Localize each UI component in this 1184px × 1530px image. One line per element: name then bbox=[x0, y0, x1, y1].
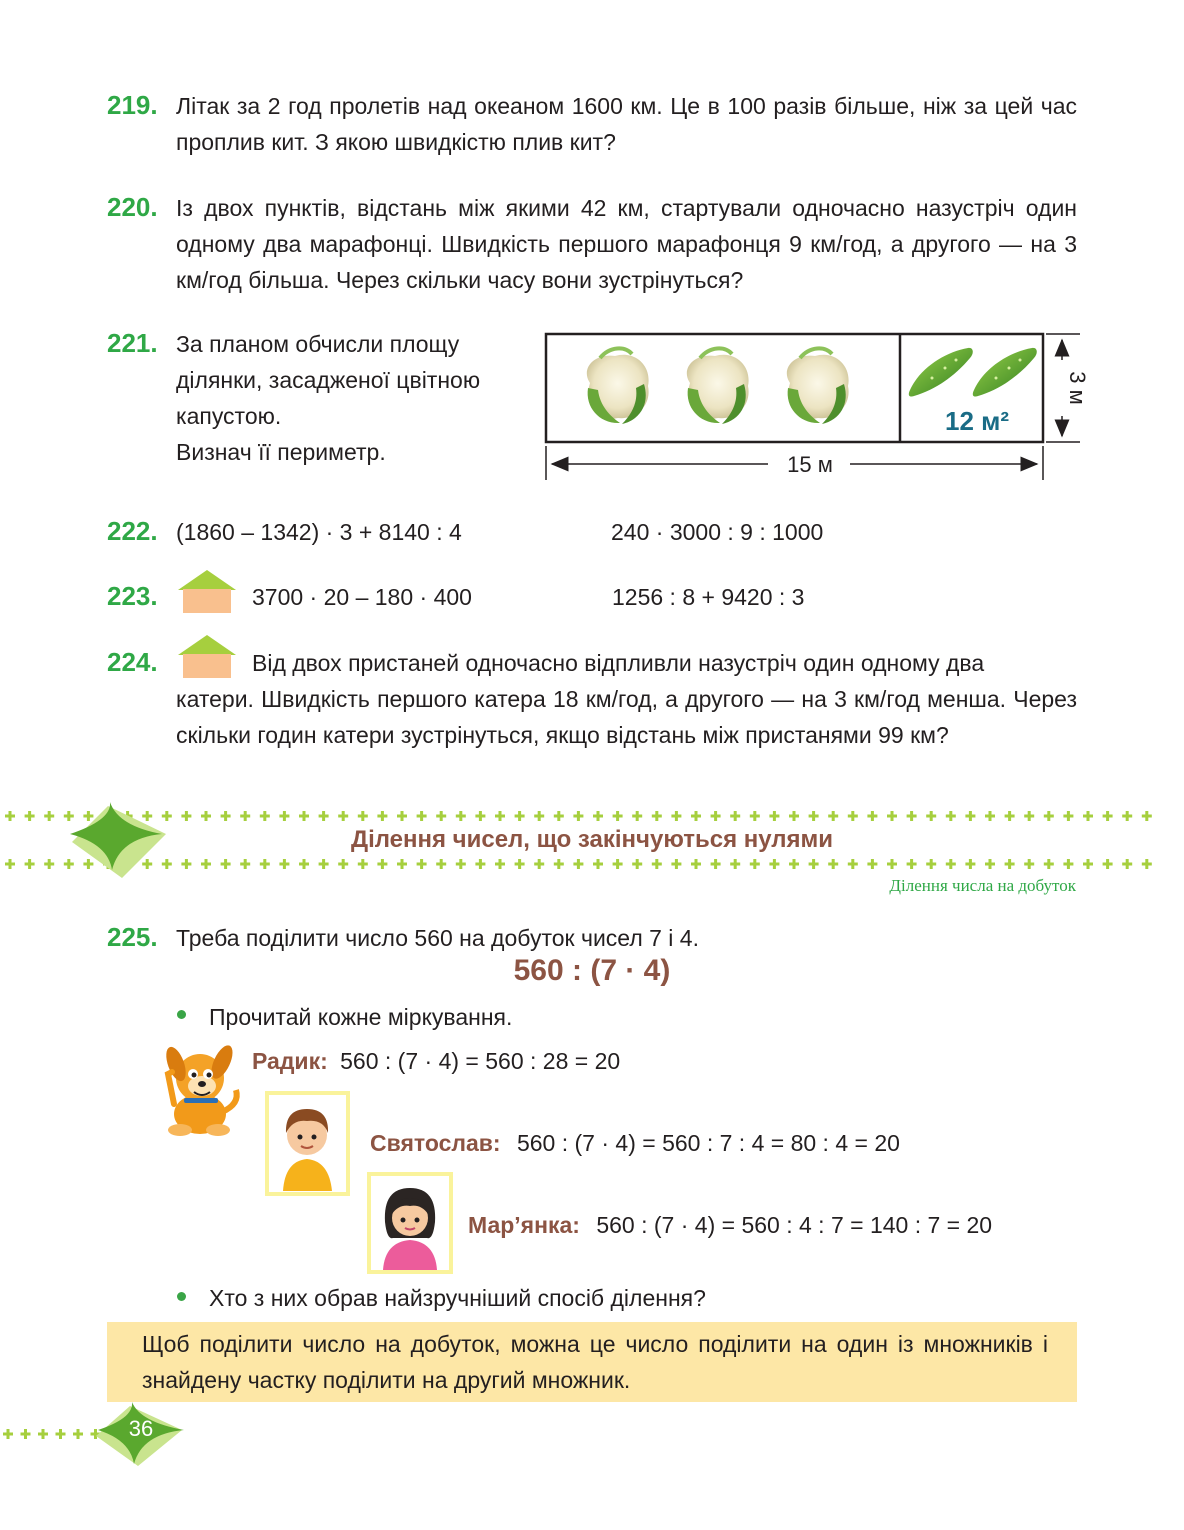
plus-decoration bbox=[263, 859, 266, 869]
problem-number-223: 223. bbox=[107, 581, 158, 611]
plus-decoration bbox=[87, 811, 90, 821]
plus-decoration bbox=[577, 859, 580, 869]
plus-decoration bbox=[1008, 859, 1011, 869]
plus-decoration bbox=[381, 859, 384, 869]
plus-decoration bbox=[518, 859, 521, 869]
plus-decoration bbox=[773, 811, 776, 821]
problem-number-220: 220. bbox=[107, 192, 158, 222]
plus-decoration bbox=[1067, 859, 1070, 869]
plus-decoration bbox=[361, 859, 364, 869]
marianka-expression: 560 : (7 · 4) = 560 : 4 : 7 = 140 : 7 = 20 bbox=[596, 1212, 993, 1238]
plus-decoration bbox=[87, 859, 90, 869]
page-number-decoration bbox=[0, 1398, 200, 1470]
plus-decoration bbox=[636, 859, 639, 869]
plus-decoration bbox=[616, 859, 619, 869]
rule-box bbox=[107, 1322, 1077, 1402]
marianka-portrait bbox=[367, 1172, 453, 1274]
plus-decoration bbox=[714, 859, 717, 869]
plus-decoration bbox=[557, 859, 560, 869]
plus-decoration bbox=[557, 811, 560, 821]
problem-text-225: Треба поділити число 560 на добуток чисел 7 і 4. bbox=[176, 925, 699, 951]
plus-decoration bbox=[244, 811, 247, 821]
plus-decoration bbox=[48, 859, 51, 869]
radyk-solution bbox=[252, 1046, 620, 1076]
plus-decoration bbox=[695, 859, 698, 869]
plus-decoration bbox=[283, 859, 286, 869]
section-subtitle: Ділення числа на добуток bbox=[889, 876, 1076, 895]
problem-number-224: 224. bbox=[107, 647, 158, 677]
plus-decoration bbox=[989, 859, 992, 869]
plus-decoration bbox=[793, 859, 796, 869]
plus-decoration bbox=[59, 1429, 62, 1439]
plus-decoration bbox=[401, 859, 404, 869]
plus-decoration bbox=[891, 811, 894, 821]
plus-decoration bbox=[499, 811, 502, 821]
plus-decoration bbox=[1087, 811, 1090, 821]
plus-decoration bbox=[1106, 859, 1109, 869]
plus-decoration bbox=[28, 811, 31, 821]
plus-decoration bbox=[695, 811, 698, 821]
plus-decoration bbox=[440, 811, 443, 821]
plus-decoration bbox=[1106, 811, 1109, 821]
plus-decoration bbox=[283, 811, 286, 821]
problem-text-224: катери. Швидкість першого катера 18 км/год, а другого — на 3 км/год менша. Через скільки годин катери зустрінуться, якщо відстань між пристанями 99 км? bbox=[176, 686, 1077, 748]
problem-221-line-1: За планом обчисли площу bbox=[176, 331, 460, 357]
plus-decoration bbox=[597, 859, 600, 869]
plus-decoration bbox=[655, 811, 658, 821]
height-label: 3 м bbox=[1065, 371, 1090, 405]
plus-decoration bbox=[263, 811, 266, 821]
plus-decoration bbox=[67, 811, 70, 821]
plus-decoration bbox=[28, 859, 31, 869]
plus-decoration bbox=[655, 859, 658, 869]
plus-decoration bbox=[342, 811, 345, 821]
plus-decoration bbox=[871, 811, 874, 821]
problem-221-line-3: капустою. bbox=[176, 403, 282, 429]
plus-decoration bbox=[185, 811, 188, 821]
plus-decoration bbox=[1008, 811, 1011, 821]
plus-decoration bbox=[1126, 859, 1129, 869]
plus-decoration bbox=[949, 859, 952, 869]
plus-decoration bbox=[205, 859, 208, 869]
plus-decoration bbox=[165, 811, 168, 821]
bullet-point bbox=[177, 1010, 186, 1019]
plus-decoration bbox=[361, 811, 364, 821]
plus-decoration bbox=[675, 859, 678, 869]
plus-decoration bbox=[597, 811, 600, 821]
problem-text-221 bbox=[176, 326, 480, 470]
plus-decoration bbox=[753, 859, 756, 869]
plus-decoration bbox=[734, 811, 737, 821]
plus-decoration bbox=[753, 811, 756, 821]
plus-decoration bbox=[67, 859, 70, 869]
plus-decoration bbox=[42, 1429, 45, 1439]
plus-decoration bbox=[224, 811, 227, 821]
plus-decoration bbox=[734, 859, 737, 869]
radyk-expression: 560 : (7 · 4) = 560 : 28 = 20 bbox=[340, 1048, 621, 1074]
plus-decoration bbox=[459, 811, 462, 821]
rule-text: Щоб поділити число на добуток, можна це число поділити на один із множників і знайдену частку поділити на другий множник. bbox=[142, 1331, 1048, 1393]
plus-decoration bbox=[636, 811, 639, 821]
plus-decoration bbox=[381, 811, 384, 821]
plus-decoration bbox=[949, 811, 952, 821]
problem-222-expression-2: 240 · 3000 : 9 : 1000 bbox=[611, 519, 824, 545]
bullet-text-read: Прочитай кожне міркування. bbox=[209, 1004, 513, 1030]
problem-number-222: 222. bbox=[107, 516, 158, 546]
plus-decoration bbox=[440, 859, 443, 869]
plus-decoration bbox=[77, 1429, 80, 1439]
section-title: Ділення чисел, що закінчуються нулями bbox=[350, 826, 834, 853]
plus-decoration bbox=[146, 859, 149, 869]
garden-plan-diagram bbox=[540, 328, 1090, 480]
plus-decoration bbox=[1047, 859, 1050, 869]
plus-decoration bbox=[518, 811, 521, 821]
problem-224-first-line: Від двох пристаней одночасно відпливли назустріч один одному два bbox=[252, 650, 985, 676]
plus-decoration bbox=[1028, 811, 1031, 821]
plus-decoration bbox=[420, 811, 423, 821]
plus-decoration bbox=[538, 811, 541, 821]
plus-decoration bbox=[7, 1429, 10, 1439]
plus-decoration bbox=[479, 859, 482, 869]
plus-decoration bbox=[1126, 811, 1129, 821]
plus-decoration bbox=[185, 859, 188, 869]
plus-decoration bbox=[812, 859, 815, 869]
plus-decoration bbox=[1067, 811, 1070, 821]
sviatoslav-solution bbox=[370, 1128, 900, 1158]
main-expression: 560 : (7 · 4) bbox=[513, 954, 671, 987]
plus-decoration bbox=[969, 859, 972, 869]
plus-decoration bbox=[969, 811, 972, 821]
plus-decoration bbox=[322, 811, 325, 821]
problem-text-219: Літак за 2 год пролетів над океаном 1600 км. Це в 100 разів більше, ніж за цей час проплив кит. З якою швидкістю плив кит? bbox=[176, 93, 1077, 155]
plus-decoration bbox=[1047, 811, 1050, 821]
home-task-icon bbox=[176, 568, 238, 614]
plus-decoration bbox=[930, 811, 933, 821]
problem-223-expression-1: 3700 · 20 – 180 · 400 bbox=[252, 584, 472, 610]
problem-number-219: 219. bbox=[107, 90, 158, 120]
speaker-name-sviatoslav: Святослав: bbox=[370, 1130, 501, 1156]
plus-decoration bbox=[577, 811, 580, 821]
plus-decoration bbox=[499, 859, 502, 869]
plus-decoration bbox=[871, 859, 874, 869]
problem-221-line-4: Визнач її периметр. bbox=[176, 439, 386, 465]
plus-decoration bbox=[244, 859, 247, 869]
plus-decoration bbox=[538, 859, 541, 869]
plus-decoration bbox=[812, 811, 815, 821]
plus-decoration bbox=[930, 859, 933, 869]
plus-decoration bbox=[9, 811, 12, 821]
marianka-solution bbox=[468, 1210, 992, 1240]
plus-decoration bbox=[146, 811, 149, 821]
plus-decoration bbox=[322, 859, 325, 869]
bullet-text-question: Хто з них обрав найзручніший спосіб ділення? bbox=[209, 1285, 706, 1311]
plus-decoration bbox=[165, 859, 168, 869]
plus-decoration bbox=[793, 811, 796, 821]
plus-decoration bbox=[205, 811, 208, 821]
problem-number-221: 221. bbox=[107, 328, 158, 358]
width-label: 15 м bbox=[787, 452, 833, 477]
plus-decoration bbox=[891, 859, 894, 869]
plus-decoration bbox=[224, 859, 227, 869]
sviatoslav-expression: 560 : (7 · 4) = 560 : 7 : 4 = 80 : 4 = 20 bbox=[516, 1130, 900, 1156]
plus-decoration bbox=[714, 811, 717, 821]
plus-decoration bbox=[303, 859, 306, 869]
page-number: 36 bbox=[128, 1416, 154, 1441]
plus-decoration bbox=[94, 1429, 97, 1439]
plus-decoration bbox=[989, 811, 992, 821]
plus-decoration bbox=[1145, 859, 1148, 869]
plus-decoration bbox=[832, 859, 835, 869]
problem-221-line-2: ділянки, засадженої цвітною bbox=[176, 367, 481, 393]
plus-decoration bbox=[910, 859, 913, 869]
plus-decoration bbox=[851, 859, 854, 869]
plus-decoration bbox=[910, 811, 913, 821]
plus-decoration bbox=[479, 811, 482, 821]
speaker-name-marianka: Мар’янка: bbox=[468, 1212, 580, 1238]
plus-decoration bbox=[773, 859, 776, 869]
girl-avatar-icon bbox=[371, 1176, 449, 1270]
plus-decoration bbox=[303, 811, 306, 821]
area-label: 12 м² bbox=[945, 406, 1010, 436]
plus-decoration bbox=[616, 811, 619, 821]
bullet-point bbox=[177, 1292, 186, 1301]
plus-decoration bbox=[401, 811, 404, 821]
plus-decoration bbox=[675, 811, 678, 821]
plus-decoration bbox=[9, 859, 12, 869]
problem-number-225: 225. bbox=[107, 922, 158, 952]
plus-decoration bbox=[420, 859, 423, 869]
plus-decoration bbox=[1087, 859, 1090, 869]
sviatoslav-portrait bbox=[265, 1091, 350, 1196]
plus-decoration bbox=[342, 859, 345, 869]
problem-222-expression-1: (1860 – 1342) · 3 + 8140 : 4 bbox=[176, 519, 462, 545]
boy-avatar-icon bbox=[269, 1095, 346, 1192]
speaker-name-radyk: Радик: bbox=[252, 1048, 328, 1074]
plus-decoration bbox=[1028, 859, 1031, 869]
home-task-icon bbox=[176, 633, 238, 679]
plus-decoration bbox=[48, 811, 51, 821]
plus-decoration bbox=[851, 811, 854, 821]
dog-character-icon bbox=[160, 1034, 242, 1138]
plus-decoration bbox=[459, 859, 462, 869]
problem-text-220: Із двох пунктів, відстань між якими 42 км, стартували одночасно назустріч один одному два марафонці. Швидкість першого марафонця 9 км/год, а другого — на 3 км/год більша. Через скільки часу вони зустрінуться? bbox=[176, 195, 1077, 293]
plus-decoration bbox=[24, 1429, 27, 1439]
problem-223-expression-2: 1256 : 8 + 9420 : 3 bbox=[612, 584, 805, 610]
plus-decoration bbox=[832, 811, 835, 821]
plus-decoration bbox=[1145, 811, 1148, 821]
